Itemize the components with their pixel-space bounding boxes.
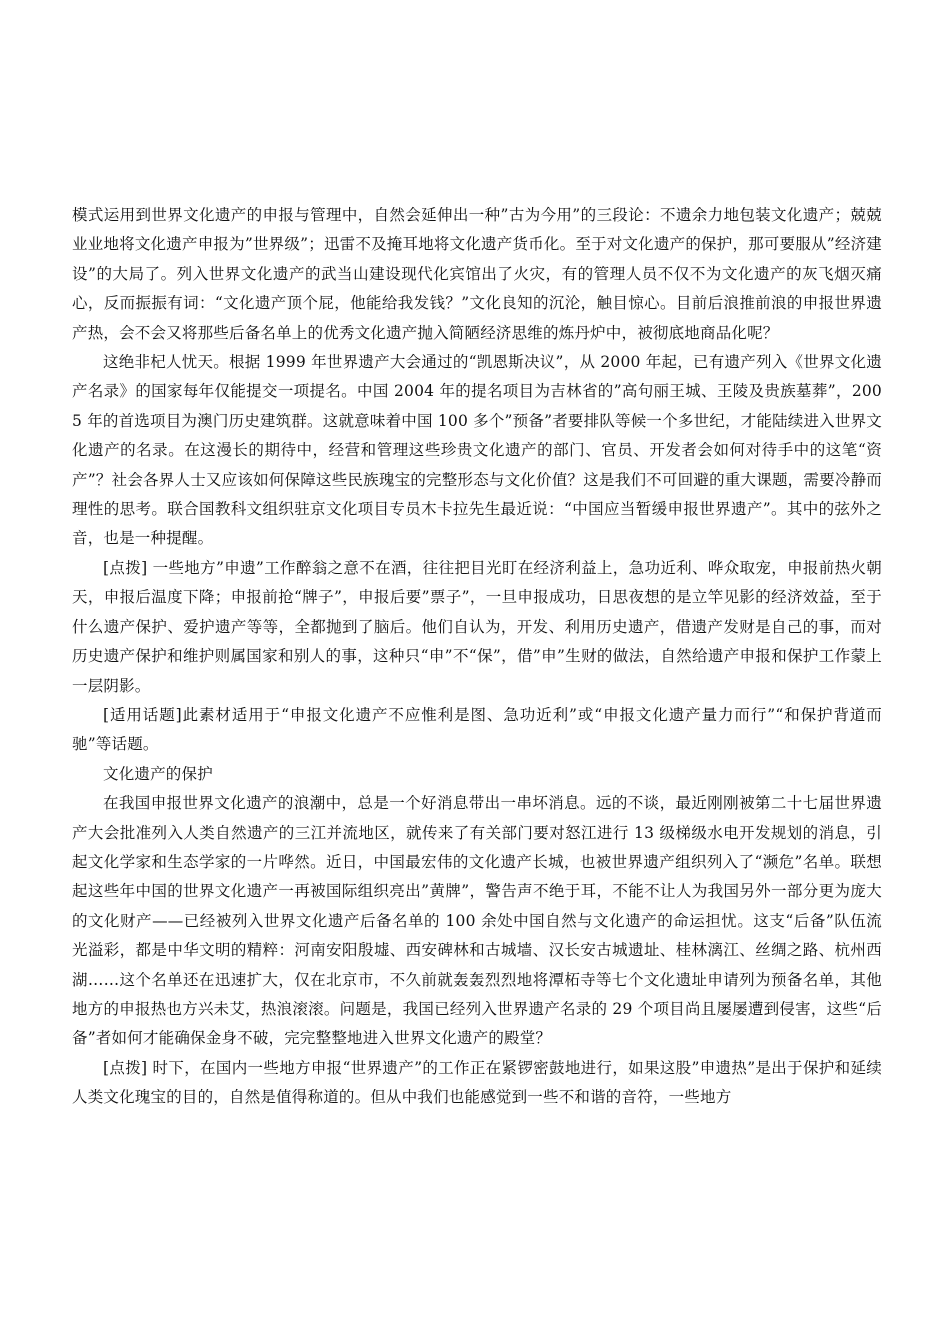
section-heading: 文化遗产的保护 bbox=[103, 764, 213, 783]
paragraph-commentary-2: [点拨] 时下，在国内一些地方申报“世界遗产”的工作正在紧锣密鼓地进行，如果这股”申遗热”是出于保护和延续人类文化瑰宝的目的，自然是值得称道的。但从中我们也能感觉到一些不和谐的音符，一些地方 bbox=[72, 1058, 882, 1107]
document-page bbox=[72, 201, 882, 1113]
paragraph-applicable-topics: [适用话题]此素材适用于“申报文化遗产不应惟利是图、急功近利”或“申报文化遗产量力而行”“和保护背道而驰”等话题。 bbox=[72, 705, 882, 754]
paragraph-continuation: 模式运用到世界文化遗产的申报与管理中，自然会延伸出一种”古为今用”的三段论：不遗余力地包装文化遗产；兢兢业业地将文化遗产申报为”世界级”；迅雷不及掩耳地将文化遗产货币化。至于对文化遗产的保护，那可要服从”经济建设”的大局了。列入世界文化遗产的武当山建设现代化宾馆出了火灾，有的管理人员不仅不为文化遗产的灰飞烟灭痛心，反而振振有词：“文化遗产顶个屁，他能给我发钱？”文化良知的沉沦，触目惊心。目前后浪推前浪的申报世界遗产热，会不会又将那些后备名单上的优秀文化遗产抛入简陋经济思维的炼丹炉中，被彻底地商品化呢？ bbox=[72, 206, 882, 342]
paragraph-heritage-protection: 在我国申报世界文化遗产的浪潮中，总是一个好消息带出一串坏消息。远的不谈，最近刚刚被第二十七届世界遗产大会批准列入人类自然遗产的三江并流地区，就传来了有关部门要对怒江进行 13 级梯级水电开发规划的消息，引起文化学家和生态学家的一片哗然。近日，中国最宏伟的文化遗产长城，也被世界遗产组织列入了“濒危”名单。联想起这些年中国的世界文化遗产一再被国际组织亮出”黄牌”，警告声不绝于耳，不能不让人为我国另外一部分更为庞大的文化财产——已经被列入世界文化遗产后备名单的 100 余处中国自然与文化遗产的命运担忧。这支“后备”队伍流光溢彩，都是中华文明的精粹：河南安阳殷墟、西安碑林和古城墙、汉长安古城遗址、桂林漓江、丝绸之路、杭州西湖……这个名单还在迅速扩大，仅在北京市，不久前就轰轰烈烈地将潭柘寺等七个文化遗址申请列为预备名单，其他地方的申报热也方兴未艾，热浪滚滚。问题是，我国已经列入世界遗产名录的 29 个项目尚且屡屡遭到侵害，这些“后备”者如何才能确保金身不破，完完整整地进入世界文化遗产的殿堂？ bbox=[72, 794, 882, 1048]
paragraph-cautious-warning: 这绝非杞人忧天。根据 1999 年世界遗产大会通过的“凯恩斯决议”，从 2000 年起，已有遗产列入《世界文化遗产名录》的国家每年仅能提交一项提名。中国 2004 年的提名项目为吉林省的”高句丽王城、王陵及贵族墓葬”，2005 年的首选项目为澳门历史建筑群。这就意味着中国 100 多个”预备”者要排队等候一个多世纪，才能陆续进入世界文化遗产的名录。在这漫长的期待中，经营和管理这些珍贵文化遗产的部门、官员、开发者会如何对待手中的这笔“资产”？社会各界人士又应该如何保障这些民族瑰宝的完整形态与文化价值？这是我们不可回避的重大课题，需要冷静而理性的思考。联合国教科文组织驻京文化项目专员木卡拉先生最近说：“中国应当暂缓申报世界遗产”。其中的弦外之音，也是一种提醒。 bbox=[72, 353, 882, 548]
paragraph-commentary-1: [点拨] 一些地方”申遗”工作醉翁之意不在酒，往往把目光盯在经济利益上，急功近利、哗众取宠，申报前热火朝天，申报后温度下降；申报前抢“牌子”，申报后要”票子”，一旦申报成功，日思夜想的是立竿见影的经济效益，至于什么遗产保护、爱护遗产等等，全都抛到了脑后。他们自认为，开发、利用历史遗产，借遗产发财是自己的事，而对历史遗产保护和维护则属国家和别人的事，这种只“申”不“保”，借”申”生财的做法，自然给遗产申报和保护工作蒙上一层阴影。 bbox=[72, 558, 882, 695]
